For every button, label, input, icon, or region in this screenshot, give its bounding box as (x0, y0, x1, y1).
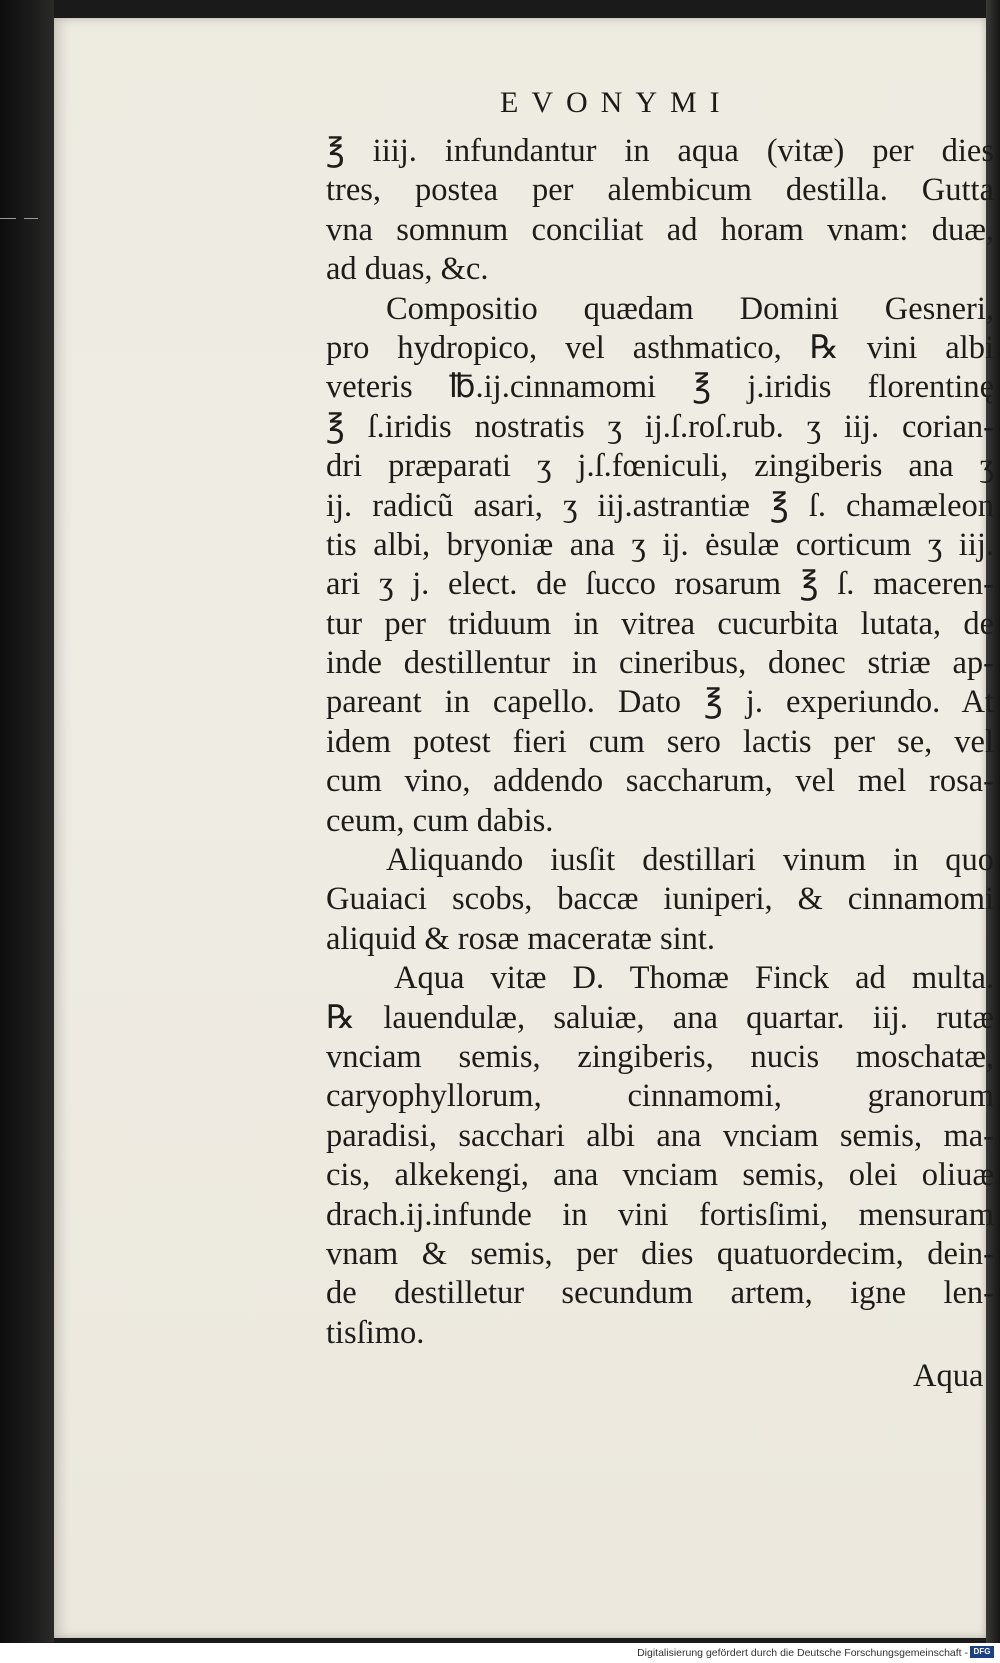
text-line: caryophyllorum, cinnamomi, granorum (326, 1078, 994, 1115)
text-line: ℥ iiij. infundantur in aqua (vitæ) per dies (326, 133, 994, 169)
text-line: cum vino, addendo saccharum, vel mel rosa- (326, 763, 994, 800)
text-line: idem potest fieri cum sero lactis per se, vel (326, 723, 994, 760)
text-line: ℥ ſ.iridis nostratis ʒ ij.ſ.roſ.rub. ʒ iij. corian- (326, 408, 994, 445)
text-line: cis, alkekengi, ana vnciam semis, olei oliuæ (326, 1157, 994, 1194)
text-line: veteris ℔.ij.cinnamomi ℥ j.iridis florentinę (326, 369, 994, 406)
catchword: Aqua (913, 1358, 984, 1394)
text-line: tisſimo. (326, 1314, 425, 1351)
text-line: Aliquando iusſit destillari vinum in quo (386, 842, 994, 879)
running-head: EVONYMI (500, 86, 733, 119)
digitization-credit: Digitalisierung gefördert durch die Deutsche Forschungsgemeinschaft - (637, 1647, 968, 1659)
text-line: dri præparati ʒ j.ſ.fœniculi, zingiberis ana ʒ (326, 448, 994, 485)
text-line: drach.ij.infunde in vini fortisſimi, mensuram (326, 1196, 994, 1233)
text-line: ari ʒ j. elect. de ſucco rosarum ℥ ſ. maceren- (326, 566, 994, 603)
text-line: inde destillentur in cineribus, donec striæ ap- (326, 645, 994, 682)
text-line: vnam & semis, per dies quatuordecim, dein- (326, 1235, 994, 1272)
book-gutter (0, 0, 54, 1643)
text-line: tres, postea per alembicum destilla. Gutta (326, 172, 994, 209)
text-line: vna somnum conciliat ad horam vnam: duæ, (326, 211, 994, 248)
text-line: ceum, cum dabis. (326, 802, 554, 839)
text-line: Aqua vitæ D. Thomæ Finck ad multa. (394, 960, 994, 997)
text-line: Compositio quædam Domini Gesneri, (386, 290, 994, 327)
text-line: ij. radicũ asari, ʒ iij.astrantiæ ℥ ſ. chamæleon (326, 487, 994, 524)
dfg-logo: DFG (970, 1646, 994, 1658)
text-line: tis albi, bryoniæ ana ʒ ij. ėsulæ corticum ʒ iij. (326, 526, 994, 563)
text-line: Guaiaci scobs, baccæ iuniperi, & cinnamomi (326, 881, 994, 918)
text-line: ℞ lauendulæ, saluiæ, ana quartar. iij. rutæ (326, 999, 994, 1036)
scan-margin-mark (0, 218, 16, 219)
text-line: de destilletur secundum artem, igne len- (326, 1275, 994, 1312)
text-line: aliquid & rosæ maceratæ sint. (326, 920, 716, 957)
page-text (326, 132, 994, 1353)
text-line: tur per triduum in vitrea cucurbita lutata, de (326, 605, 994, 642)
text-line: ad duas, &c. (326, 251, 489, 288)
text-line: paradisi, sacchari albi ana vnciam semis, ma- (326, 1117, 994, 1154)
scan-margin-mark (24, 218, 38, 219)
text-line: pro hydropico, vel asthmatico, ℞ vini albi (326, 329, 994, 366)
text-line: pareant in capello. Dato ℥ j. experiundo. At (326, 684, 994, 721)
text-line: vnciam semis, zingiberis, nucis moschatæ, (326, 1038, 994, 1075)
